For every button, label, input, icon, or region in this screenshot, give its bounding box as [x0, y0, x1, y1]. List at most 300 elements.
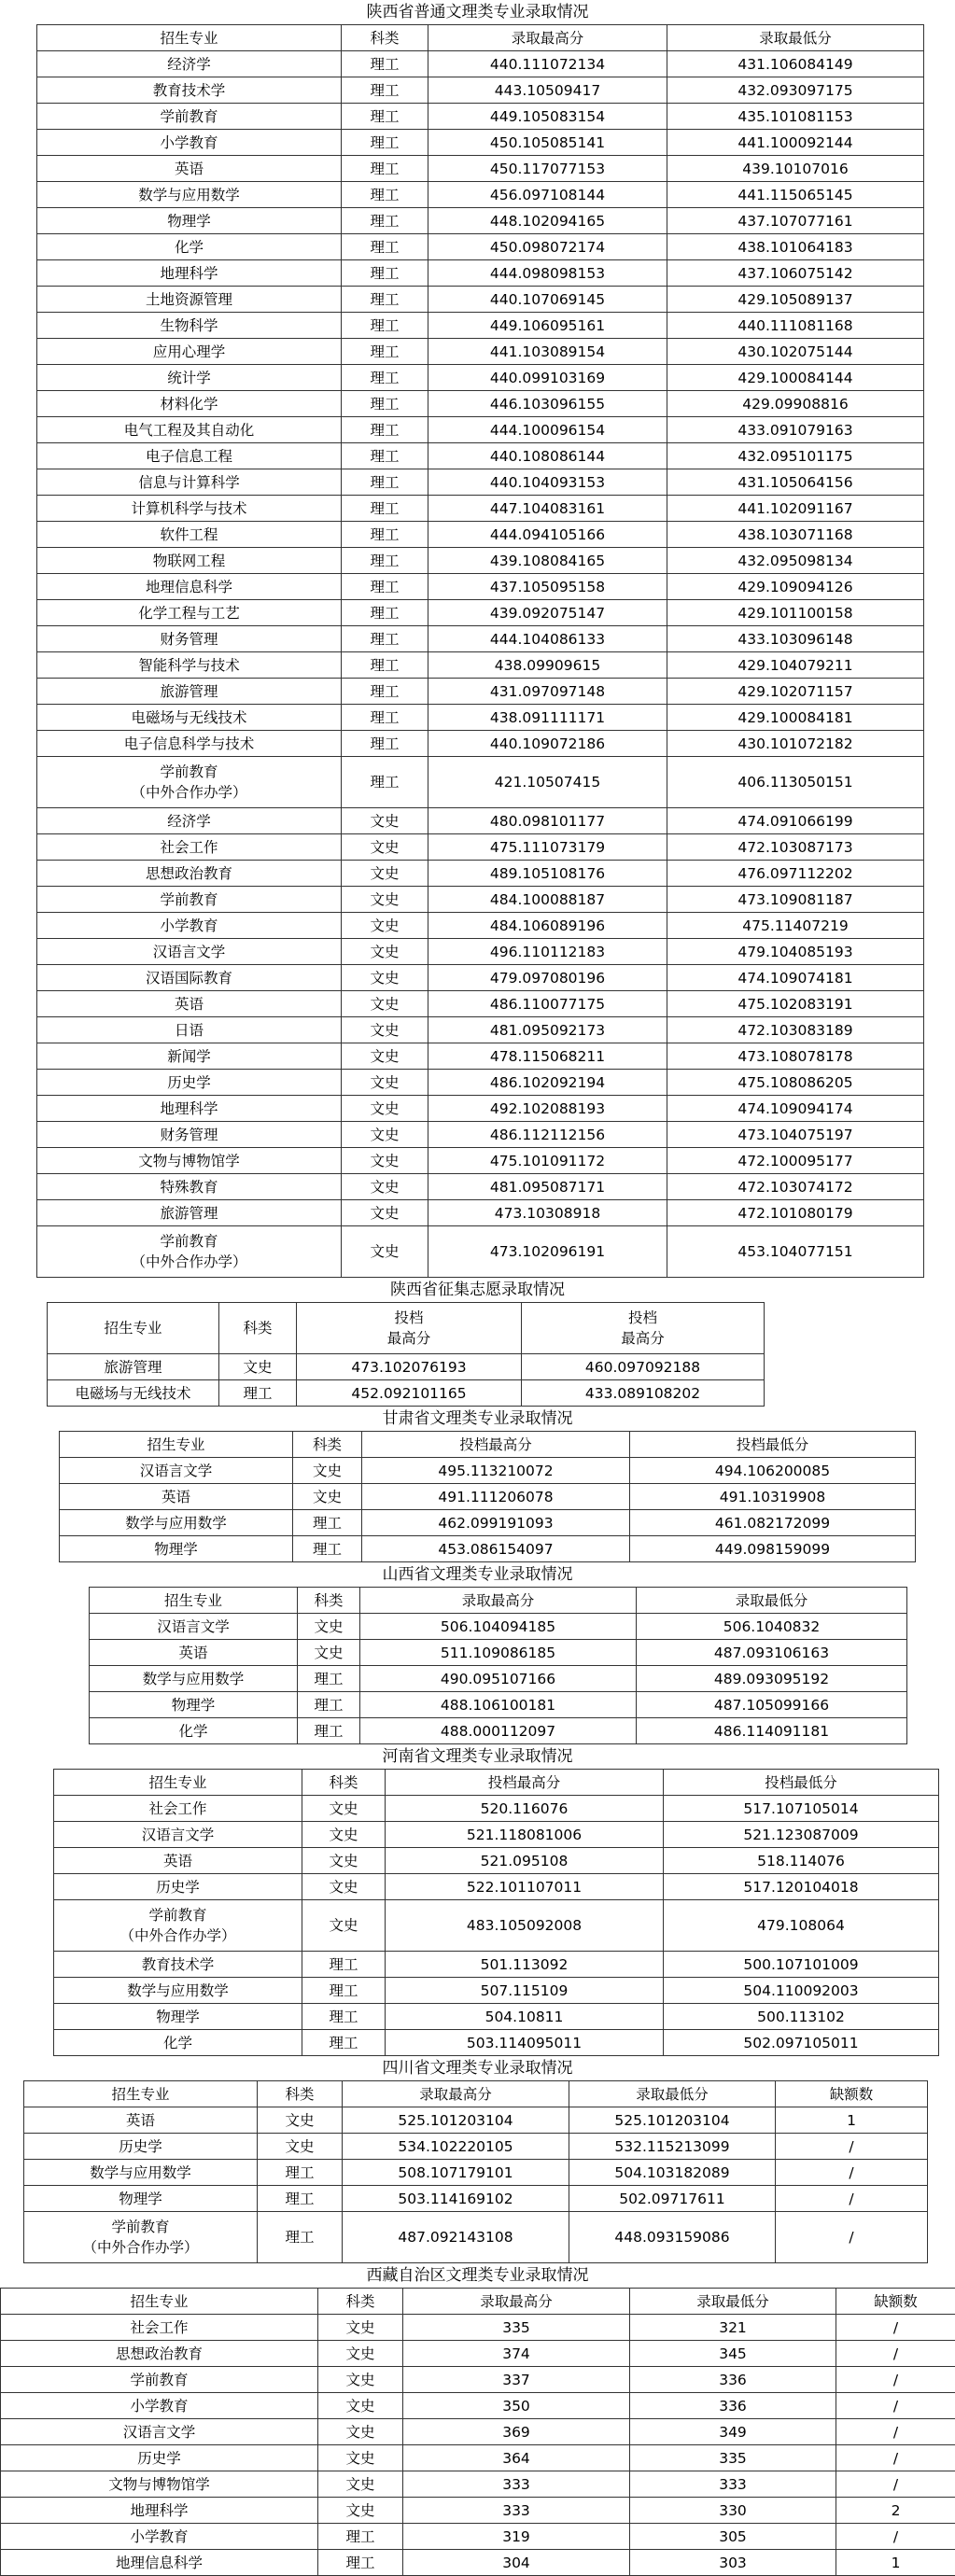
table-cell: 化学工程与工艺 [37, 600, 342, 626]
table-cell: 473.104075197 [667, 1122, 924, 1148]
table-cell: 理工 [342, 522, 428, 548]
table-cell: 文史 [342, 965, 428, 991]
table-cell: 321 [630, 2315, 836, 2341]
table-cell: 理工 [302, 1952, 386, 1978]
table-cell: 433.103096148 [667, 626, 924, 652]
table-cell: 406.113050151 [667, 757, 924, 808]
table-cell-line: 学前教育 [54, 1905, 302, 1925]
table-cell: 软件工程 [37, 522, 342, 548]
table-row [37, 208, 924, 234]
table-cell: 447.104083161 [428, 496, 667, 522]
column-header: 招生专业 [37, 25, 342, 51]
table-cell: 理工 [318, 2524, 403, 2550]
table-cell: 472.100095177 [667, 1148, 924, 1174]
table-cell: 理工 [258, 2212, 343, 2263]
table-cell: 新闻学 [37, 1043, 342, 1070]
table-cell: 数学与应用数学 [37, 182, 342, 208]
table-cell: 473.109081187 [667, 887, 924, 913]
table-cell: 501.113092 [386, 1952, 664, 1978]
table-cell: 474.091066199 [667, 808, 924, 834]
table-cell: 理工 [342, 469, 428, 496]
table-cell: 文史 [318, 2445, 403, 2471]
table-cell: 文史 [258, 2134, 343, 2160]
section-title: 西藏自治区文理类专业录取情况 [0, 2263, 955, 2288]
table-cell: 506.104094185 [360, 1614, 637, 1640]
column-header: 招生专业 [90, 1588, 298, 1614]
table-row [48, 1354, 765, 1380]
table-cell: 文史 [293, 1484, 362, 1510]
table-row [37, 156, 924, 182]
table-row [54, 1848, 939, 1874]
table-row [37, 260, 924, 287]
table-cell: 432.095101175 [667, 443, 924, 469]
table-row [37, 287, 924, 313]
table-cell: 448.102094165 [428, 208, 667, 234]
table-cell: 487.092143108 [343, 2212, 569, 2263]
table-row [37, 104, 924, 130]
table-cell: 旅游管理 [37, 679, 342, 705]
table-cell-line: （中外合作办学） [37, 782, 341, 803]
table-cell: 522.101107011 [386, 1874, 664, 1900]
table-row [37, 808, 924, 834]
table-cell: 数学与应用数学 [60, 1510, 293, 1536]
table-cell-line: 学前教育 [37, 762, 341, 782]
table-cell: 486.114091181 [637, 1718, 907, 1744]
table-cell: 历史学 [1, 2445, 318, 2471]
column-header: 科类 [342, 25, 428, 51]
section-title: 陕西省普通文理类专业录取情况 [0, 0, 955, 24]
table-cell: 日语 [37, 1017, 342, 1043]
table-cell: 电气工程及其自动化 [37, 417, 342, 443]
table-cell: 电子信息工程 [37, 443, 342, 469]
table-cell: 430.101072182 [667, 731, 924, 757]
table-cell: 理工 [342, 234, 428, 260]
table-cell: 理工 [298, 1666, 360, 1692]
table-cell: 理工 [293, 1536, 362, 1562]
table-cell: / [836, 2341, 955, 2367]
table-cell: 429.109094126 [667, 574, 924, 600]
table-cell: 文物与博物馆学 [37, 1148, 342, 1174]
table-cell: 理工 [219, 1380, 297, 1407]
column-header [522, 1303, 765, 1354]
table-row [37, 679, 924, 705]
column-header: 投档最高分 [386, 1770, 664, 1796]
table-row [1, 2498, 955, 2524]
column-header: 招生专业 [54, 1770, 302, 1796]
table-cell: 理工 [342, 574, 428, 600]
table-row [1, 2341, 955, 2367]
table-cell: 486.112112156 [428, 1122, 667, 1148]
table-cell: 汉语国际教育 [37, 965, 342, 991]
table-row [54, 1796, 939, 1822]
table-cell: 517.120104018 [664, 1874, 939, 1900]
table-cell: 475.111073179 [428, 834, 667, 861]
table-cell [54, 1900, 302, 1952]
column-header-line: 投档 [297, 1308, 521, 1328]
table-cell: 473.10308918 [428, 1200, 667, 1226]
table-row [48, 1380, 765, 1407]
table-cell: 文史 [302, 1796, 386, 1822]
table-cell: 349 [630, 2419, 836, 2445]
table-cell: 物理学 [24, 2186, 258, 2212]
column-header: 缺额数 [776, 2081, 928, 2107]
column-header: 录取最高分 [403, 2289, 630, 2315]
table-row [37, 731, 924, 757]
table-cell: 478.115068211 [428, 1043, 667, 1070]
table-cell: 英语 [54, 1848, 302, 1874]
table-row [54, 1874, 939, 1900]
table-cell: 电磁场与无线技术 [48, 1380, 219, 1407]
table-row [1, 2445, 955, 2471]
column-header: 录取最低分 [637, 1588, 907, 1614]
table-cell: 429.09908816 [667, 391, 924, 417]
table-cell: 汉语言文学 [60, 1458, 293, 1484]
table-cell: 475.102083191 [667, 991, 924, 1017]
table-cell [37, 757, 342, 808]
table-row [54, 1900, 939, 1952]
table-cell: 439.092075147 [428, 600, 667, 626]
table-cell-line: （中外合作办学） [54, 1925, 302, 1946]
table-cell: / [836, 2471, 955, 2498]
table-cell: / [836, 2419, 955, 2445]
table-cell: 生物科学 [37, 313, 342, 339]
column-header: 投档最低分 [664, 1770, 939, 1796]
table-cell: 经济学 [37, 51, 342, 77]
table-cell: 文史 [342, 991, 428, 1017]
table-header-row [1, 2289, 955, 2315]
column-header: 招生专业 [1, 2289, 318, 2315]
column-header: 录取最低分 [630, 2289, 836, 2315]
table-cell: 化学 [37, 234, 342, 260]
table-cell: 483.105092008 [386, 1900, 664, 1952]
table-cell: 503.114169102 [343, 2186, 569, 2212]
table-row [1, 2393, 955, 2419]
table-cell: 理工 [342, 600, 428, 626]
table-row [37, 313, 924, 339]
table-cell: 经济学 [37, 808, 342, 834]
table-row [37, 51, 924, 77]
table-cell: 文史 [342, 939, 428, 965]
table-cell: 500.107101009 [664, 1952, 939, 1978]
table-cell: 土地资源管理 [37, 287, 342, 313]
table-cell: 438.101064183 [667, 234, 924, 260]
table-cell: 理工 [342, 130, 428, 156]
table-cell: 文史 [342, 834, 428, 861]
table-cell: 理工 [258, 2160, 343, 2186]
table-row [37, 496, 924, 522]
table-cell: 理工 [342, 626, 428, 652]
admission-table [53, 1769, 939, 2056]
table-cell: 473.102076193 [297, 1354, 522, 1380]
table-cell: / [776, 2212, 928, 2263]
table-cell: 英语 [37, 991, 342, 1017]
table-cell: 518.114076 [664, 1848, 939, 1874]
table-cell-line: （中外合作办学） [37, 1252, 341, 1272]
table-cell: 488.000112097 [360, 1718, 637, 1744]
table-cell: 507.115109 [386, 1978, 664, 2004]
table-row [60, 1510, 916, 1536]
table-cell: 437.106075142 [667, 260, 924, 287]
table-cell: 440.109072186 [428, 731, 667, 757]
table-cell: 480.098101177 [428, 808, 667, 834]
column-header: 录取最低分 [569, 2081, 776, 2107]
table-cell: 432.095098134 [667, 548, 924, 574]
table-cell-line: 学前教育 [37, 1231, 341, 1252]
table-row [37, 705, 924, 731]
table-cell: 理工 [342, 287, 428, 313]
table-row [24, 2134, 928, 2160]
table-cell: 453.104077151 [667, 1226, 924, 1278]
table-cell: 438.103071168 [667, 522, 924, 548]
table-row [37, 548, 924, 574]
table-cell: 地理科学 [37, 1096, 342, 1122]
table-cell [37, 1226, 342, 1278]
column-header: 招生专业 [24, 2081, 258, 2107]
table-cell: 441.102091167 [667, 496, 924, 522]
table-row [37, 182, 924, 208]
table-cell: 429.102071157 [667, 679, 924, 705]
table-row [1, 2419, 955, 2445]
table-header-row [48, 1303, 765, 1354]
table-cell: 335 [630, 2445, 836, 2471]
table-row [37, 391, 924, 417]
table-cell: 508.107179101 [343, 2160, 569, 2186]
table-row [90, 1614, 907, 1640]
column-header: 录取最高分 [360, 1588, 637, 1614]
table-cell: 433.091079163 [667, 417, 924, 443]
table-row [37, 574, 924, 600]
table-row [24, 2186, 928, 2212]
table-cell: 472.101080179 [667, 1200, 924, 1226]
table-cell: 500.113102 [664, 2004, 939, 2030]
table-cell: 303 [630, 2550, 836, 2576]
table-cell: 479.108064 [664, 1900, 939, 1952]
table-cell: 数学与应用数学 [54, 1978, 302, 2004]
table-cell: 历史学 [54, 1874, 302, 1900]
column-header: 录取最高分 [343, 2081, 569, 2107]
table-row [37, 469, 924, 496]
table-cell: 475.108086205 [667, 1070, 924, 1096]
table-cell: 1 [776, 2107, 928, 2134]
table-cell: 534.102220105 [343, 2134, 569, 2160]
table-cell: 旅游管理 [37, 1200, 342, 1226]
table-cell: 理工 [342, 51, 428, 77]
table-cell: 453.086154097 [362, 1536, 630, 1562]
table-cell: 理工 [342, 365, 428, 391]
table-cell: / [776, 2186, 928, 2212]
table-row [37, 1226, 924, 1278]
table-cell: 文史 [318, 2341, 403, 2367]
table-row [37, 757, 924, 808]
table-cell: 文史 [318, 2367, 403, 2393]
table-cell: 小学教育 [37, 913, 342, 939]
table-cell: 449.106095161 [428, 313, 667, 339]
table-cell-line: （中外合作办学） [24, 2237, 257, 2258]
table-cell: 物理学 [60, 1536, 293, 1562]
table-cell: 理工 [342, 77, 428, 104]
table-row [37, 522, 924, 548]
table-cell: 2 [836, 2498, 955, 2524]
table-cell: / [836, 2524, 955, 2550]
table-cell: 理工 [342, 417, 428, 443]
table-cell: 494.106200085 [630, 1458, 916, 1484]
table-cell: 435.101081153 [667, 104, 924, 130]
table-cell: 439.10107016 [667, 156, 924, 182]
table-cell: 财务管理 [37, 1122, 342, 1148]
table-cell: 345 [630, 2341, 836, 2367]
table-cell: 文史 [318, 2471, 403, 2498]
table-row [37, 234, 924, 260]
table-row [37, 965, 924, 991]
table-cell: 532.115213099 [569, 2134, 776, 2160]
table-cell: 472.103074172 [667, 1174, 924, 1200]
table-cell: 490.095107166 [360, 1666, 637, 1692]
table-cell: 历史学 [24, 2134, 258, 2160]
table-cell: 历史学 [37, 1070, 342, 1096]
table-cell: 统计学 [37, 365, 342, 391]
table-cell: 理工 [342, 260, 428, 287]
table-cell: 财务管理 [37, 626, 342, 652]
admission-table [89, 1587, 907, 1744]
table-row [37, 1017, 924, 1043]
column-header: 科类 [318, 2289, 403, 2315]
table-cell: 化学 [54, 2030, 302, 2056]
table-cell: 504.110092003 [664, 1978, 939, 2004]
table-cell: 理工 [342, 496, 428, 522]
table-cell: 数学与应用数学 [24, 2160, 258, 2186]
table-cell: 438.091111171 [428, 705, 667, 731]
table-cell: 理工 [342, 208, 428, 234]
table-row [37, 887, 924, 913]
table-row [37, 1174, 924, 1200]
table-row [24, 2160, 928, 2186]
table-cell: 文物与博物馆学 [1, 2471, 318, 2498]
table-cell: 理工 [342, 731, 428, 757]
column-header: 投档最低分 [630, 1432, 916, 1458]
table-cell: / [836, 2393, 955, 2419]
table-cell: 数学与应用数学 [90, 1666, 298, 1692]
table-cell: 440.111072134 [428, 51, 667, 77]
table-header-row [37, 25, 924, 51]
table-cell: 教育技术学 [54, 1952, 302, 1978]
table-row [37, 130, 924, 156]
table-row [37, 652, 924, 679]
table-cell: 429.101100158 [667, 600, 924, 626]
table-cell: 文史 [342, 1174, 428, 1200]
table-header-row [90, 1588, 907, 1614]
table-cell: 文史 [342, 1122, 428, 1148]
table-cell: 理工 [302, 2030, 386, 2056]
table-cell: 429.100084144 [667, 365, 924, 391]
table-cell: 496.110112183 [428, 939, 667, 965]
table-cell: 525.101203104 [569, 2107, 776, 2134]
table-cell: 437.107077161 [667, 208, 924, 234]
table-cell: 474.109074181 [667, 965, 924, 991]
table-row [37, 1148, 924, 1174]
table-cell: 文史 [318, 2315, 403, 2341]
table-cell: 487.093106163 [637, 1640, 907, 1666]
table-cell: 450.098072174 [428, 234, 667, 260]
table-cell: 304 [403, 2550, 630, 2576]
table-cell: 439.108084165 [428, 548, 667, 574]
table-cell: 444.104086133 [428, 626, 667, 652]
table-cell: 441.100092144 [667, 130, 924, 156]
table-cell: 应用心理学 [37, 339, 342, 365]
table-cell: 化学 [90, 1718, 298, 1744]
table-cell: 473.102096191 [428, 1226, 667, 1278]
table-cell: 489.093095192 [637, 1666, 907, 1692]
table-cell: 汉语言文学 [1, 2419, 318, 2445]
table-cell: 理工 [298, 1718, 360, 1744]
table-cell: 理工 [298, 1692, 360, 1718]
table-cell: 文史 [298, 1640, 360, 1666]
table-cell: 文史 [342, 1226, 428, 1278]
table-cell: 文史 [302, 1848, 386, 1874]
table-row [37, 1096, 924, 1122]
table-row [54, 1952, 939, 1978]
table-row [37, 77, 924, 104]
table-cell: 旅游管理 [48, 1354, 219, 1380]
table-cell: 433.089108202 [522, 1380, 765, 1407]
table-cell: 理工 [302, 2004, 386, 2030]
table-row [37, 365, 924, 391]
admission-table [47, 1302, 765, 1407]
table-cell: 484.106089196 [428, 913, 667, 939]
table-cell: 440.107069145 [428, 287, 667, 313]
table-cell: 502.09717611 [569, 2186, 776, 2212]
table-cell: 小学教育 [1, 2524, 318, 2550]
table-cell: 文史 [318, 2419, 403, 2445]
table-cell: 理工 [293, 1510, 362, 1536]
table-cell: 文史 [342, 887, 428, 913]
table-cell: 理工 [342, 313, 428, 339]
table-cell: 理工 [342, 757, 428, 808]
table-cell: 思想政治教育 [37, 861, 342, 887]
table-row [37, 1200, 924, 1226]
table-cell: 474.109094174 [667, 1096, 924, 1122]
table-cell: 444.100096154 [428, 417, 667, 443]
table-row [1, 2524, 955, 2550]
table-cell: 文史 [298, 1614, 360, 1640]
table-cell: 333 [403, 2498, 630, 2524]
table-cell: 物理学 [54, 2004, 302, 2030]
table-cell: 440.099103169 [428, 365, 667, 391]
table-header-row [24, 2081, 928, 2107]
table-cell: 319 [403, 2524, 630, 2550]
table-cell: 材料化学 [37, 391, 342, 417]
table-cell-line: 学前教育 [24, 2217, 257, 2237]
table-cell: 理工 [342, 705, 428, 731]
table-cell: 理工 [342, 679, 428, 705]
table-cell: 481.095092173 [428, 1017, 667, 1043]
table-cell: 521.095108 [386, 1848, 664, 1874]
table-cell: 429.100084181 [667, 705, 924, 731]
table-cell: 487.105099166 [637, 1692, 907, 1718]
table-cell: 476.097112202 [667, 861, 924, 887]
column-header: 科类 [293, 1432, 362, 1458]
table-cell: 电磁场与无线技术 [37, 705, 342, 731]
table-cell: 地理信息科学 [1, 2550, 318, 2576]
table-cell: 350 [403, 2393, 630, 2419]
table-cell: 物理学 [37, 208, 342, 234]
column-header: 科类 [298, 1588, 360, 1614]
table-cell: 491.10319908 [630, 1484, 916, 1510]
table-cell: / [836, 2315, 955, 2341]
table-cell: 484.100088187 [428, 887, 667, 913]
table-header-row [54, 1770, 939, 1796]
table-cell: 492.102088193 [428, 1096, 667, 1122]
table-row [37, 417, 924, 443]
